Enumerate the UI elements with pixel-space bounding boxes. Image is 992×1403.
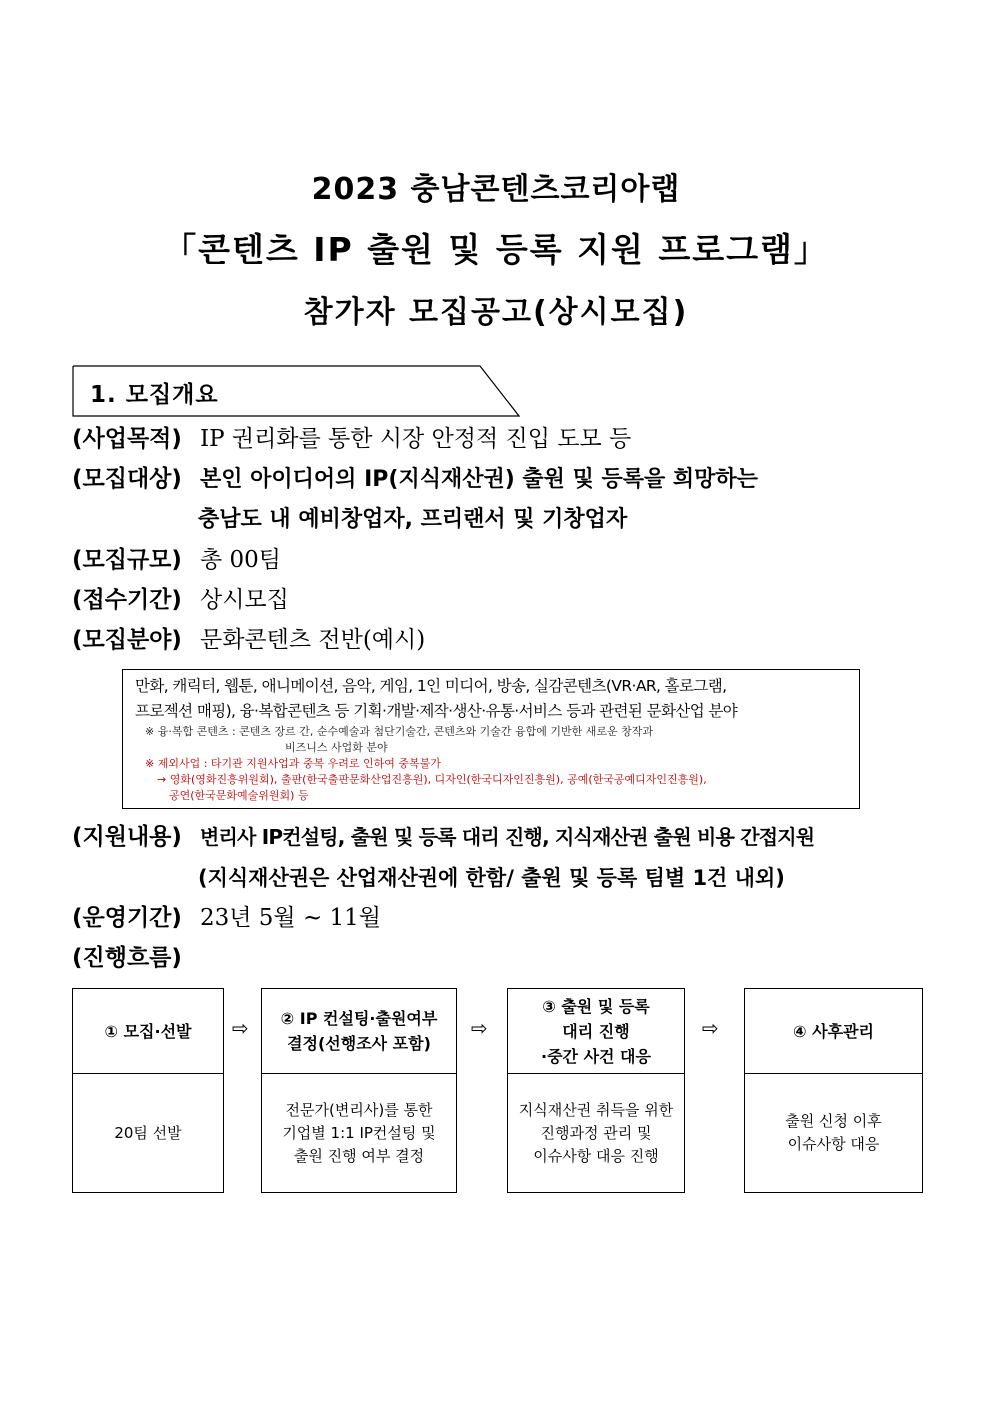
flow-step-3-head-line3: ·중간 사건 대응 (541, 1046, 651, 1066)
field-detail-box (122, 669, 860, 809)
section-heading (72, 365, 520, 417)
target-label: (모집대상) (72, 466, 182, 492)
document-title (0, 160, 992, 331)
title-line-3: 참가자 모집공고(상시모집) (303, 295, 689, 330)
section-title: 1. 모집개요 (90, 382, 219, 408)
operation-value: 23년 5월 ~ 11월 (200, 905, 382, 931)
process-flow (0, 988, 992, 1198)
target-value-line1: 본인 아이디어의 IP(지식재산권) 출원 및 등록을 희망하는 (200, 467, 758, 492)
flow-step-4-head: ④ 사후관리 (745, 989, 922, 1074)
exclusion-note-line3: 공연(한국문화예술위원회) 등 (169, 789, 309, 802)
flow-step-1-head: ① 모집·선발 (73, 989, 223, 1074)
support-value-line1: 변리사 IP컨설팅, 출원 및 등록 대리 진행, 지식재산권 출원 비용 간접지원 (200, 825, 815, 849)
flow-arrow-icon: ⇨ (471, 1016, 488, 1040)
flow-step-4-body-line2: 이슈사항 대응 (787, 1135, 880, 1153)
flow-step-3-body-line1: 지식재산권 취득을 위한 (518, 1100, 674, 1119)
flow-row (72, 943, 200, 973)
exclusion-note-line2: → 영화(영화진흥위원회), 출판(한국출판문화산업진흥원), 디자인(한국디자인진흥원), 공예(한국공예디자인진흥원), (157, 773, 707, 786)
field-row (72, 625, 425, 655)
flow-step-4-body-line1: 출원 신청 이후 (785, 1112, 882, 1130)
title-line-1: 2023 충남콘텐츠코리아랩 (311, 172, 681, 207)
scale-label: (모집규모) (72, 547, 182, 573)
convergence-note-line2: 비즈니스 사업화 분야 (285, 741, 388, 754)
field-main-line2: 프로젝션 매핑), 융·복합콘텐츠 등 기획·개발·제작·생산·유통·서비스 등과 관련된 문화산업 분야 (135, 702, 738, 720)
support-label: (지원내용) (72, 824, 182, 850)
flow-step-3-head-line2: 대리 진행 (562, 1021, 630, 1041)
flow-step-2-body (262, 1074, 456, 1192)
operation-row (72, 903, 381, 933)
exclusion-note-line1: ※ 제외사업 : 타기관 지원사업과 중복 우려로 인하여 중복불가 (145, 757, 441, 770)
flow-step-2 (261, 988, 457, 1193)
flow-step-2-body-line1: 전문가(변리사)를 통한 (285, 1100, 433, 1119)
support-value-line2: (지식재산권은 산업재산권에 한함/ 출원 및 등록 팀별 1건 내외) (198, 866, 785, 890)
flow-step-1-body: 20팀 선발 (114, 1123, 182, 1142)
flow-label: (진행흐름) (72, 945, 182, 971)
flow-step-2-head (262, 989, 456, 1074)
purpose-value: IP 권리화를 통한 시장 안정적 진입 도모 등 (200, 426, 632, 452)
period-label: (접수기간) (72, 587, 182, 613)
support-row (72, 822, 814, 852)
flow-step-3-head-line1: ③ 출원 및 등록 (542, 996, 650, 1016)
flow-step-2-body-line2: 기업별 1:1 IP컨설팅 및 (282, 1123, 436, 1142)
flow-step-2-body-line3: 출원 진행 여부 결정 (293, 1146, 425, 1165)
target-row (72, 464, 758, 495)
flow-step-1 (72, 988, 224, 1193)
operation-label: (운영기간) (72, 905, 182, 931)
field-label: (모집분야) (72, 627, 182, 653)
target-value-line2: 충남도 내 예비창업자, 프리랜서 및 기창업자 (198, 507, 628, 532)
purpose-row (72, 424, 631, 454)
flow-step-3-body (508, 1074, 684, 1192)
period-value: 상시모집 (200, 587, 289, 613)
purpose-label: (사업목적) (72, 426, 182, 452)
flow-step-2-head-line1: ② IP 컨설팅·출원여부 (280, 1009, 438, 1028)
field-main-line1: 만화, 캐릭터, 웹툰, 애니메이션, 음악, 게임, 1인 미디어, 방송, 실감콘텐츠(VR·AR, 홀로그램, (135, 677, 727, 695)
convergence-note-line1: ※ 융·복합 콘텐츠 : 콘텐츠 장르 간, 순수예술과 첨단기술간, 콘텐츠와 기술간 융합에 기반한 새로운 창작과 (145, 725, 654, 738)
flow-step-2-head-line2: 결정(선행조사 포함) (287, 1034, 431, 1053)
flow-arrow-icon: ⇨ (702, 1016, 719, 1040)
scale-value: 총 00팀 (200, 547, 282, 573)
flow-step-3-head (508, 989, 684, 1074)
title-line-2: 「콘텐츠 IP 출원 및 등록 지원 프로그램」 (163, 230, 829, 269)
flow-step-3-body-line2: 진행과정 관리 및 (540, 1123, 652, 1142)
field-value: 문화콘텐츠 전반(예시) (200, 627, 426, 653)
scale-row (72, 545, 281, 575)
flow-step-3-body-line3: 이슈사항 대응 진행 (533, 1146, 659, 1165)
flow-step-3 (507, 988, 685, 1193)
flow-step-4-body (745, 1074, 922, 1192)
flow-step-4 (744, 988, 923, 1193)
period-row (72, 585, 289, 615)
flow-arrow-icon: ⇨ (232, 1016, 249, 1040)
